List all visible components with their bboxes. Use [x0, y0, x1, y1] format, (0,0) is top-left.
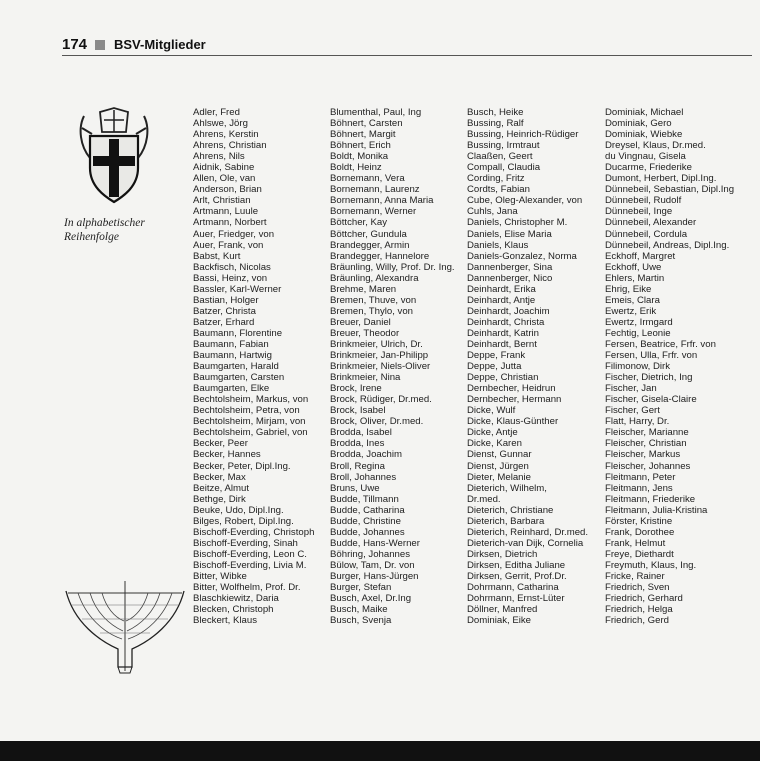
- member-name: Ewertz, Irmgard: [605, 316, 673, 328]
- member-name: Fechtig, Leonie: [605, 327, 671, 339]
- member-name: Brock, Irene: [330, 383, 382, 395]
- member-name: Fleitmann, Jens: [605, 482, 673, 494]
- member-name: Dünnebeil, Andreas, Dipl.Ing.: [605, 239, 730, 251]
- member-name: Ehlers, Martin: [605, 272, 665, 284]
- member-name: Backfisch, Nicolas: [193, 261, 271, 273]
- member-name: Bremen, Thylo, von: [330, 305, 414, 317]
- member-name: Bitter, Wolfhelm, Prof. Dr.: [193, 582, 301, 594]
- member-name: Brinkmeier, Nina: [330, 372, 401, 384]
- member-name: Blaschkiewitz, Daria: [193, 593, 279, 605]
- member-name: Babst, Kurt: [193, 250, 241, 262]
- member-name: Deinhardt, Katrin: [467, 327, 539, 339]
- member-name: Bechtolsheim, Mirjam, von: [193, 416, 306, 428]
- member-name: Dünnebeil, Inge: [605, 206, 673, 218]
- member-name: Daniels, Elise Maria: [467, 228, 552, 240]
- member-name: Frank, Dorothee: [605, 526, 675, 538]
- member-name: Ahrens, Christian: [193, 140, 267, 152]
- member-name: Dieterich, Christiane: [467, 504, 554, 516]
- member-column-2: [330, 107, 455, 626]
- member-name: Deppe, Christian: [467, 372, 539, 384]
- member-name: Böttcher, Kay: [330, 217, 388, 229]
- member-name: Deinhardt, Antje: [467, 294, 536, 306]
- member-name: Dünnebeil, Rudolf: [605, 195, 682, 207]
- member-name: Ducarme, Friederike: [605, 162, 692, 174]
- member-name: Dohrmann, Catharina: [467, 582, 559, 594]
- member-name: Becker, Hannes: [193, 449, 261, 461]
- member-name: Brodda, Joachim: [330, 449, 402, 461]
- member-name: Fleitmann, Julia-Kristina: [605, 504, 708, 516]
- member-name: Broll, Johannes: [330, 471, 397, 483]
- subtitle-line: Reihenfolge: [64, 231, 119, 243]
- member-name: Fleitmann, Peter: [605, 471, 676, 483]
- member-name: Fischer, Jan: [605, 383, 657, 395]
- member-name: Dicke, Antje: [467, 427, 518, 439]
- member-name: Dienst, Gunnar: [467, 449, 532, 461]
- member-name: Aidnik, Sabine: [193, 162, 255, 174]
- member-name: Bruns, Uwe: [330, 482, 380, 494]
- member-name: Dünnebeil, Alexander: [605, 217, 697, 229]
- member-name: Bräunling, Alexandra: [330, 272, 419, 284]
- member-name: Bischoff-Everding, Sinah: [193, 537, 298, 549]
- member-name: Bechtolsheim, Petra, von: [193, 405, 300, 417]
- member-name: Blumenthal, Paul, Ing: [330, 107, 422, 118]
- member-name: Dannenberger, Nico: [467, 272, 553, 284]
- member-name: Baumgarten, Harald: [193, 361, 279, 373]
- member-name: Boldt, Monika: [330, 151, 389, 163]
- member-name: Deinhardt, Joachim: [467, 305, 550, 317]
- member-name: Budde, Johannes: [330, 526, 405, 538]
- member-name: Allen, Ole, van: [193, 173, 256, 185]
- member-name: Dreysel, Klaus, Dr.med.: [605, 140, 706, 152]
- member-name: Ahlswe, Jörg: [193, 118, 248, 130]
- member-name: Bassi, Heinz, von: [193, 272, 268, 284]
- subtitle-line: In alphabetischer: [64, 217, 145, 229]
- member-name: Friedrich, Helga: [605, 604, 673, 616]
- ship-hull-icon: [60, 575, 190, 675]
- member-name: Anderson, Brian: [193, 184, 262, 196]
- header-divider: [62, 55, 752, 56]
- member-name: Baumgarten, Elke: [193, 383, 270, 395]
- member-name: Fleischer, Christian: [605, 438, 687, 450]
- member-name: Dirksen, Dietrich: [467, 548, 538, 560]
- member-name: Eckhoff, Uwe: [605, 261, 662, 273]
- member-name: Becker, Peer: [193, 438, 248, 450]
- member-name: Fleischer, Marianne: [605, 427, 689, 439]
- member-name: Bülow, Tam, Dr. von: [330, 559, 415, 571]
- member-name: Dominiak, Eike: [467, 615, 531, 627]
- member-name: Förster, Kristine: [605, 515, 673, 527]
- square-icon: [95, 40, 105, 50]
- member-name: Dicke, Karen: [467, 438, 522, 450]
- member-name: Friedrich, Gerd: [605, 615, 669, 627]
- member-name: Brandegger, Hannelore: [330, 250, 430, 262]
- member-name: Eckhoff, Margret: [605, 250, 676, 262]
- listing-subtitle: [64, 216, 174, 244]
- member-name: Bussing, Heinrich-Rüdiger: [467, 129, 579, 141]
- member-name: Friedrich, Sven: [605, 582, 670, 594]
- member-name: Fischer, Gert: [605, 405, 660, 417]
- member-name: Dominiak, Michael: [605, 107, 684, 118]
- member-name: Bastian, Holger: [193, 294, 259, 306]
- member-name: Fersen, Beatrice, Frfr. von: [605, 338, 716, 350]
- member-name: Bethge, Dirk: [193, 493, 246, 505]
- member-name: Fricke, Rainer: [605, 570, 665, 582]
- member-name: Daniels, Klaus: [467, 239, 529, 251]
- member-name: Fersen, Ulla, Frfr. von: [605, 350, 698, 362]
- member-name: Busch, Maike: [330, 604, 388, 616]
- member-name: Bischoff-Everding, Christoph: [193, 526, 315, 538]
- member-name: Bilges, Robert, Dipl.Ing.: [193, 515, 294, 527]
- member-name: Baumann, Hartwig: [193, 350, 272, 362]
- member-name: Bitter, Wibke: [193, 570, 247, 582]
- member-name: Fischer, Gisela-Claire: [605, 394, 697, 406]
- member-name: Fleitmann, Friederike: [605, 493, 696, 505]
- member-name: Brinkmeier, Ulrich, Dr.: [330, 338, 423, 350]
- member-name: Dr.med.: [467, 493, 501, 505]
- member-name: Budde, Christine: [330, 515, 401, 527]
- member-name: Filimonow, Dirk: [605, 361, 671, 373]
- member-name: Böhnert, Margit: [330, 129, 396, 141]
- member-name: Artmann, Luule: [193, 206, 259, 218]
- member-name: Beuke, Udo, Dipl.Ing.: [193, 504, 284, 516]
- member-name: Ahrens, Nils: [193, 151, 245, 163]
- member-name: Batzer, Erhard: [193, 316, 255, 328]
- member-name: Dünnebeil, Cordula: [605, 228, 688, 240]
- member-name: Bremen, Thuve, von: [330, 294, 417, 306]
- member-name: Cording, Fritz: [467, 173, 525, 185]
- member-name: Baumann, Fabian: [193, 338, 269, 350]
- member-name: Fleischer, Markus: [605, 449, 681, 461]
- member-name: Dohrmann, Ernst-Lüter: [467, 593, 565, 605]
- member-name: Dirksen, Editha Juliane: [467, 559, 566, 571]
- member-name: Bischoff-Everding, Leon C.: [193, 548, 307, 560]
- member-name: Deppe, Frank: [467, 350, 526, 362]
- member-name: Deinhardt, Bernt: [467, 338, 537, 350]
- member-name: Dumont, Herbert, Dipl.Ing.: [605, 173, 717, 185]
- member-name: Brodda, Ines: [330, 438, 385, 450]
- member-name: Compall, Claudia: [467, 162, 541, 174]
- member-name: Cordts, Fabian: [467, 184, 530, 196]
- member-name: Daniels-Gonzalez, Norma: [467, 250, 577, 262]
- member-name: Baumann, Florentine: [193, 327, 283, 339]
- member-name: Deppe, Jutta: [467, 361, 522, 373]
- member-name: Böhnert, Carsten: [330, 118, 403, 130]
- member-name: Becker, Max: [193, 471, 246, 483]
- member-name: Dieterich, Reinhard, Dr.med.: [467, 526, 589, 538]
- member-name: Brandegger, Armin: [330, 239, 410, 251]
- member-name: Beitze, Almut: [193, 482, 249, 494]
- member-name: Fleischer, Johannes: [605, 460, 691, 472]
- member-name: Arlt, Christian: [193, 195, 251, 207]
- member-name: Brinkmeier, Jan-Philipp: [330, 350, 429, 362]
- member-name: Bechtolsheim, Gabriel, von: [193, 427, 308, 439]
- member-name: Dienst, Jürgen: [467, 460, 529, 472]
- member-name: Broll, Regina: [330, 460, 385, 472]
- member-name: Breuer, Theodor: [330, 327, 400, 339]
- member-name: Fischer, Dietrich, Ing: [605, 372, 693, 384]
- member-name: Batzer, Christa: [193, 305, 256, 317]
- member-name: Böhring, Johannes: [330, 548, 411, 560]
- member-name: Böttcher, Gundula: [330, 228, 407, 240]
- member-name: Dünnebeil, Sebastian, Dipl.Ing: [605, 184, 735, 196]
- member-name: Bussing, Ralf: [467, 118, 524, 130]
- crest-icon: [64, 106, 164, 206]
- member-name: Ahrens, Kerstin: [193, 129, 259, 141]
- member-name: Auer, Friedger, von: [193, 228, 275, 240]
- member-column-3: [467, 107, 588, 626]
- member-name: Brock, Isabel: [330, 405, 386, 417]
- member-name: Budde, Catharina: [330, 504, 405, 516]
- member-name: Bussing, Irmtraut: [467, 140, 540, 152]
- member-name: Bornemann, Werner: [330, 206, 417, 218]
- member-name: Bechtolsheim, Markus, von: [193, 394, 309, 406]
- member-name: Claaßen, Geert: [467, 151, 533, 163]
- member-name: Bornemann, Anna Maria: [330, 195, 434, 207]
- member-name: Budde, Hans-Werner: [330, 537, 420, 549]
- member-name: Freye, Diethardt: [605, 548, 674, 560]
- member-name: Döllner, Manfred: [467, 604, 538, 616]
- member-name: Bleckert, Klaus: [193, 615, 257, 627]
- member-name: Frank, Helmut: [605, 537, 666, 549]
- member-name: Dernbecher, Hermann: [467, 394, 562, 406]
- member-name: Bornemann, Vera: [330, 173, 405, 185]
- member-name: Flatt, Harry, Dr.: [605, 416, 670, 428]
- member-name: Böhnert, Erich: [330, 140, 391, 152]
- member-name: Brodda, Isabel: [330, 427, 392, 439]
- member-column-4: [605, 107, 734, 626]
- member-column-1: [193, 107, 314, 626]
- member-name: Baumgarten, Carsten: [193, 372, 285, 384]
- page-bottom-edge: [0, 741, 760, 761]
- member-name: Brehme, Maren: [330, 283, 397, 295]
- member-name: Cuhls, Jana: [467, 206, 518, 218]
- member-name: Blecken, Christoph: [193, 604, 274, 616]
- member-name: Dieterich-van Dijk, Cornelia: [467, 537, 584, 549]
- member-name: Busch, Heike: [467, 107, 524, 118]
- member-name: Burger, Hans-Jürgen: [330, 570, 419, 582]
- member-name: Brinkmeier, Niels-Oliver: [330, 361, 431, 373]
- member-name: Dicke, Klaus-Günther: [467, 416, 559, 428]
- member-name: Friedrich, Gerhard: [605, 593, 683, 605]
- page-number: 174: [62, 36, 88, 53]
- member-name: Bischoff-Everding, Livia M.: [193, 559, 307, 571]
- member-name: Dieter, Melanie: [467, 471, 531, 483]
- member-name: Deinhardt, Erika: [467, 283, 536, 295]
- member-name: Bornemann, Laurenz: [330, 184, 420, 196]
- member-name: Dominiak, Wiebke: [605, 129, 683, 141]
- member-name: Dominiak, Gero: [605, 118, 672, 130]
- member-name: Auer, Frank, von: [193, 239, 264, 251]
- member-name: Cube, Oleg-Alexander, von: [467, 195, 583, 207]
- member-name: Becker, Peter, Dipl.Ing.: [193, 460, 291, 472]
- member-name: Daniels, Christopher M.: [467, 217, 568, 229]
- member-name: Busch, Svenja: [330, 615, 392, 627]
- member-name: du Vingnau, Gisela: [605, 151, 686, 163]
- member-name: Busch, Axel, Dr.Ing: [330, 593, 412, 605]
- member-name: Boldt, Heinz: [330, 162, 382, 174]
- member-name: Brock, Rüdiger, Dr.med.: [330, 394, 432, 406]
- member-name: Dernbecher, Heidrun: [467, 383, 556, 395]
- member-name: Dirksen, Gerrit, Prof.Dr.: [467, 570, 567, 582]
- member-name: Freymuth, Klaus, Ing.: [605, 559, 697, 571]
- member-name: Dannenberger, Sina: [467, 261, 553, 273]
- member-name: Ewertz, Erik: [605, 305, 657, 317]
- member-name: Breuer, Daniel: [330, 316, 391, 328]
- section-title: BSV-Mitglieder: [114, 37, 206, 52]
- member-name: Brock, Oliver, Dr.med.: [330, 416, 424, 428]
- member-name: Burger, Stefan: [330, 582, 392, 594]
- member-name: Emeis, Clara: [605, 294, 660, 306]
- member-name: Adler, Fred: [193, 107, 240, 118]
- member-name: Ehrig, Eike: [605, 283, 652, 295]
- member-name: Dicke, Wulf: [467, 405, 516, 417]
- member-name: Artmann, Norbert: [193, 217, 267, 229]
- member-name: Dieterich, Wilhelm,: [467, 482, 547, 494]
- member-name: Budde, Tillmann: [330, 493, 399, 505]
- member-name: Bräunling, Willy, Prof. Dr. Ing.: [330, 261, 455, 273]
- member-name: Bassler, Karl-Werner: [193, 283, 282, 295]
- member-name: Deinhardt, Christa: [467, 316, 545, 328]
- member-name: Dieterich, Barbara: [467, 515, 545, 527]
